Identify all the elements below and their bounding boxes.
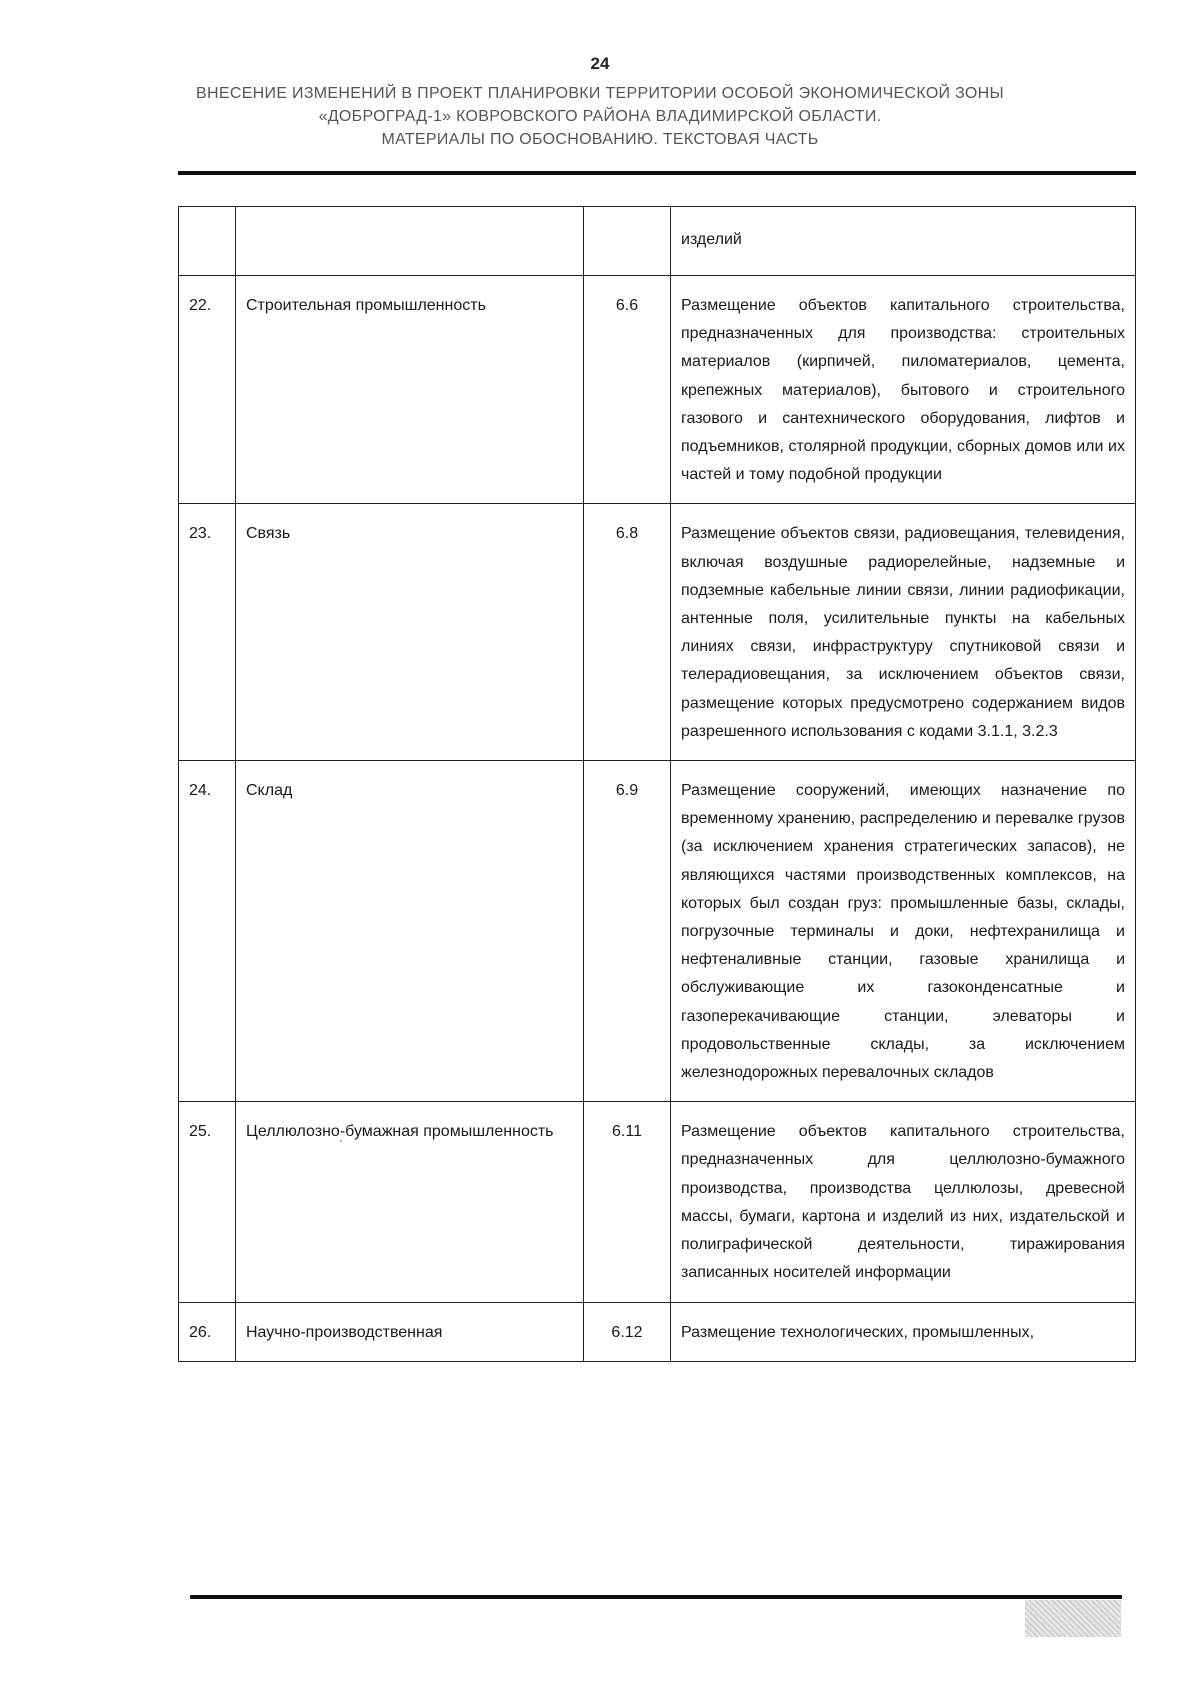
row-number: 24. <box>179 761 236 1102</box>
table-row <box>179 504 1136 761</box>
row-description: Размещение объектов капитального строительства, предназначенных для целлюлозно-бумажного производства, производства целлюлозы, древесной массы, бумаги, картона и изделий из них, издательской и полиграфической деятельности, тиражирования записанных носителей информации <box>671 1102 1136 1302</box>
row-use-type: Связь <box>236 504 584 761</box>
row-description: Размещение сооружений, имеющих назначение по временному хранению, распределению и перевалке грузов (за исключением хранения стратегических запасов), не являющихся частями производственных комплексов, на которых был создан груз: промышленные базы, склады, погрузочные терминалы и доки, нефтехранилища и нефтеналивные станции, газовые хранилища и обслуживающие их газоконденсатные и газоперекачивающие станции, элеваторы и продовольственные склады, за исключением железнодорожных перевалочных складов <box>671 761 1136 1102</box>
table-row <box>179 761 1136 1102</box>
row-code: 6.6 <box>584 276 671 504</box>
header-line-1: ВНЕСЕНИЕ ИЗМЕНЕНИЙ В ПРОЕКТ ПЛАНИРОВКИ ТЕРРИТОРИИ ОСОБОЙ ЭКОНОМИЧЕСКОЙ ЗОНЫ <box>196 85 1004 102</box>
row-code: 6.12 <box>584 1302 671 1361</box>
row-use-type: Целлюлозно-бумажная промышленность <box>236 1102 584 1302</box>
row-use-type: Строительная промышленность <box>236 276 584 504</box>
row-number: 25. <box>179 1102 236 1302</box>
row-use-type <box>236 207 584 276</box>
row-description: изделий <box>671 207 1136 276</box>
stamp-mark <box>1025 1600 1121 1637</box>
header-line-2: «ДОБРОГРАД-1» КОВРОВСКОГО РАЙОНА ВЛАДИМИРСКОЙ ОБЛАСТИ. <box>318 108 882 125</box>
header-line-3: МАТЕРИАЛЫ ПО ОБОСНОВАНИЮ. ТЕКСТОВАЯ ЧАСТЬ <box>381 131 819 148</box>
row-number: 23. <box>179 504 236 761</box>
row-code: 6.9 <box>584 761 671 1102</box>
row-description: Размещение объектов капитального строительства, предназначенных для производства: строительных материалов (кирпичей, пиломатериалов, цемента, крепежных материалов), бытового и строительного газового и сантехнического оборудования, лифтов и подъемников, столярной продукции, сборных домов или их частей и тому подобной продукции <box>671 276 1136 504</box>
table-row <box>179 1302 1136 1361</box>
land-use-table <box>178 206 1136 1362</box>
table-row <box>179 207 1136 276</box>
row-code <box>584 207 671 276</box>
row-number: 26. <box>179 1302 236 1361</box>
scan-speck <box>340 1140 342 1142</box>
row-description: Размещение объектов связи, радиовещания, телевидения, включая воздушные радиорелейные, надземные и подземные кабельные линии связи, линии радиофикации, антенные поля, усилительные пункты на кабельных линиях связи, инфраструктуру спутниковой связи и телерадиовещания, за исключением объектов связи, размещение которых предусмотрено содержанием видов разрешенного использования с кодами 3.1.1, 3.2.3 <box>671 504 1136 761</box>
row-use-type: Научно-производственная <box>236 1302 584 1361</box>
row-number <box>179 207 236 276</box>
table-row <box>179 276 1136 504</box>
footer-divider <box>190 1595 1122 1599</box>
row-number: 22. <box>179 276 236 504</box>
table-row <box>179 1102 1136 1302</box>
row-code: 6.11 <box>584 1102 671 1302</box>
row-description: Размещение технологических, промышленных, <box>671 1302 1136 1361</box>
row-use-type: Склад <box>236 761 584 1102</box>
header-divider <box>178 171 1136 175</box>
document-header <box>0 82 1200 151</box>
row-code: 6.8 <box>584 504 671 761</box>
page-number: 24 <box>590 54 610 73</box>
